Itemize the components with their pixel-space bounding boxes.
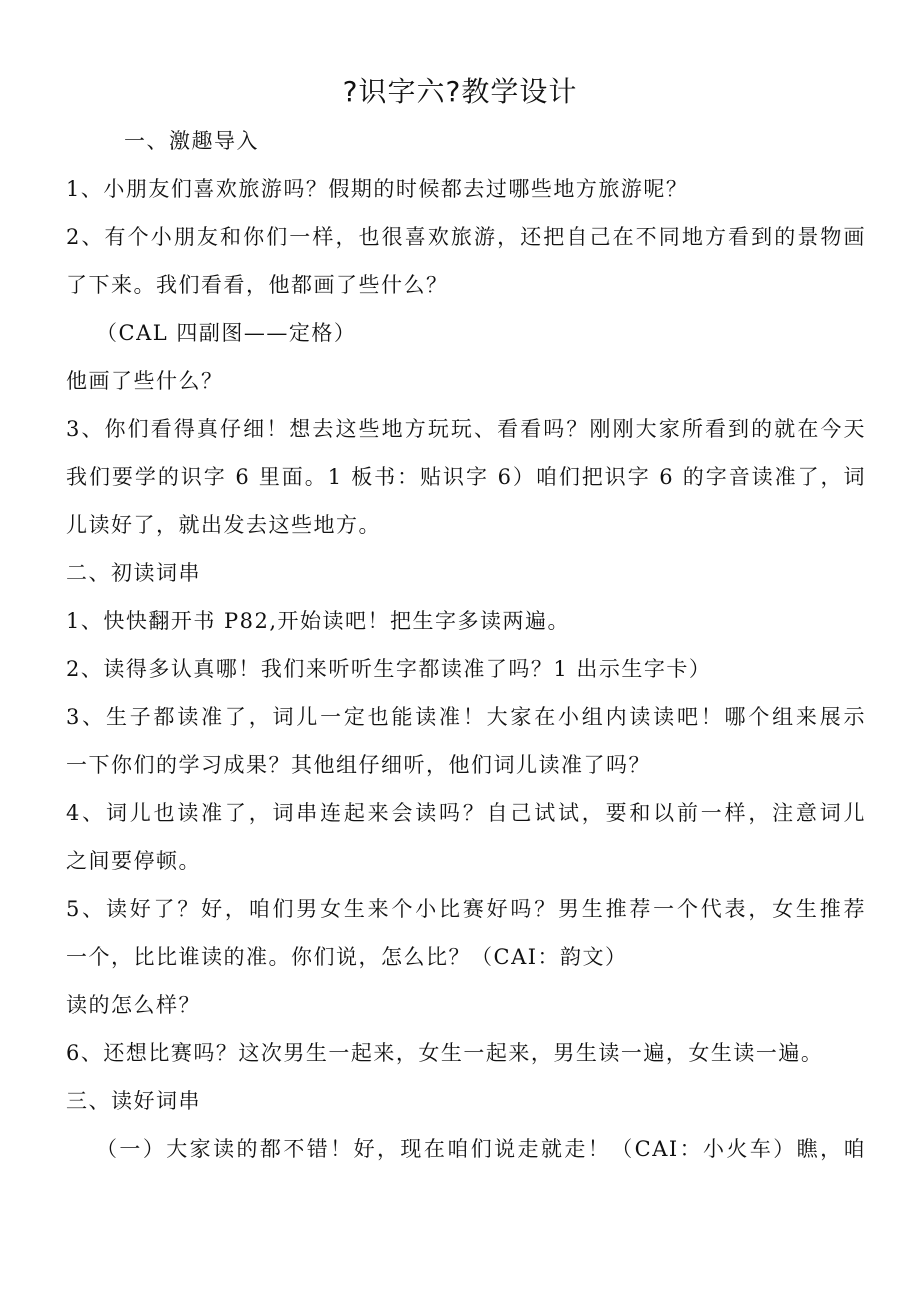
paragraph-line: 4、词儿也读准了，词串连起来会读吗？自己试试，要和以前一样，注意词儿 xyxy=(66,801,866,825)
paragraph-line: （一）大家读的都不错！好，现在咱们说走就走！（CAI：小火车）瞧，咱 xyxy=(96,1137,866,1161)
paragraph-line: 了下来。我们看看，他都画了些什么？ xyxy=(66,273,449,297)
paragraph-line: 3、生子都读准了，词儿一定也能读准！大家在小组内读读吧！哪个组来展示 xyxy=(66,705,866,729)
paragraph-line: 6、还想比赛吗？这次男生一起来，女生一起来，男生读一遍，女生读一遍。 xyxy=(66,1041,824,1065)
paragraph-line: 他画了些什么？ xyxy=(66,369,224,393)
paragraph-line: 一个，比比谁读的准。你们说，怎么比？（CAI：韵文） xyxy=(66,945,628,969)
paragraph-line: 2、读得多认真哪！我们来听听生字都读准了吗？1 出示生字卡） xyxy=(66,657,712,681)
paragraph-line: 1、快快翻开书 P82,开始读吧！把生字多读两遍。 xyxy=(66,609,571,633)
paragraph-line: 儿读好了，就出发去这些地方。 xyxy=(66,513,381,537)
document-title: ?识字六?教学设计 xyxy=(342,75,578,108)
section-heading-1: 一、激趣导入 xyxy=(124,129,259,153)
paragraph-line: （CAL 四副图——定格） xyxy=(96,321,357,345)
paragraph-line: 我们要学的识字 6 里面。1 板书：贴识字 6）咱们把识字 6 的字音读准了，词 xyxy=(66,465,866,489)
paragraph-line: 3、你们看得真仔细！想去这些地方玩玩、看看吗？刚刚大家所看到的就在今天 xyxy=(66,417,866,441)
section-heading-2: 二、初读词串 xyxy=(66,561,201,585)
paragraph-line: 1、小朋友们喜欢旅游吗？假期的时候都去过哪些地方旅游呢？ xyxy=(66,177,689,201)
paragraph-line: 5、读好了？好，咱们男女生来个小比赛好吗？男生推荐一个代表，女生推荐 xyxy=(66,897,866,921)
section-heading-3: 三、读好词串 xyxy=(66,1089,201,1113)
paragraph-line: 之间要停顿。 xyxy=(66,849,201,873)
paragraph-line: 2、有个小朋友和你们一样，也很喜欢旅游，还把自己在不同地方看到的景物画 xyxy=(66,225,866,249)
paragraph-line: 一下你们的学习成果？其他组仔细听，他们词儿读准了吗？ xyxy=(66,753,651,777)
paragraph-line: 读的怎么样？ xyxy=(66,993,201,1017)
